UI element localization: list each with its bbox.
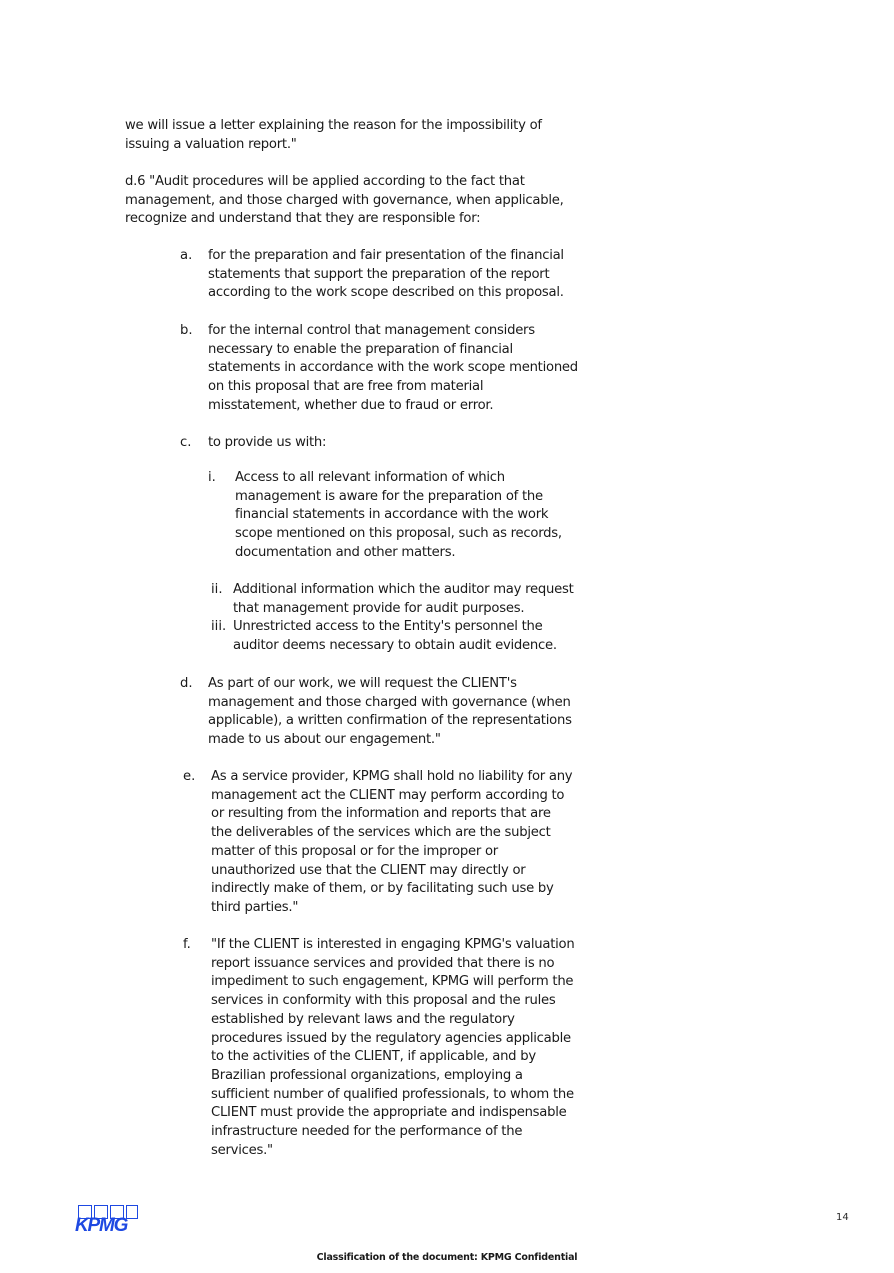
logo-box <box>127 1206 138 1219</box>
logo-text: KPMG <box>75 1215 128 1234</box>
text-line: report issuance services and provided that there is no <box>211 955 555 971</box>
text-line: management and those charged with governance (when <box>208 694 571 710</box>
text-line: infrastructure needed for the performance of the <box>211 1124 523 1140</box>
text-line: to provide us with: <box>208 435 327 450</box>
list-marker-c-iii: iii. <box>211 619 227 634</box>
list-marker-b: b. <box>180 323 193 338</box>
text-line: Brazilian professional organizations, employing a <box>211 1067 523 1083</box>
text-line: As a service provider, KPMG shall hold no liability for any <box>211 769 573 784</box>
text-line: applicable), a written confirmation of the representations <box>208 713 572 729</box>
text-line: established by relevant laws and the regulatory <box>211 1011 515 1027</box>
text-line: for the preparation and fair presentation of the financial <box>208 248 564 263</box>
text-line: CLIENT must provide the appropriate and indispensable <box>211 1105 567 1121</box>
text-line: according to the work scope described on this proposal. <box>208 285 564 301</box>
text-line: or resulting from the information and reports that are <box>211 806 551 822</box>
list-marker-a: a. <box>180 248 193 263</box>
list-marker-c: c. <box>180 435 192 450</box>
text-line: for the internal control that management considers <box>208 323 535 338</box>
list-item-e <box>211 768 572 918</box>
text-line: Unrestricted access to the Entity's personnel the <box>233 619 543 634</box>
text-line: matter of this proposal or for the improper or <box>211 843 498 859</box>
list-item-c <box>208 434 326 453</box>
text-line: statements that support the preparation of the report <box>208 266 550 282</box>
list-marker-c-ii: ii. <box>211 582 223 597</box>
text-line: issuing a valuation report." <box>125 136 297 152</box>
text-line: scope mentioned on this proposal, such as records, <box>235 526 562 542</box>
page-number: 14 <box>836 1212 849 1223</box>
text-line: necessary to enable the preparation of financial <box>208 341 513 357</box>
text-line: recognize and understand that they are responsible for: <box>125 211 481 227</box>
document-classification: Classification of the document: KPMG Confidential <box>316 1252 578 1263</box>
text-line: As part of our work, we will request the CLIENT's <box>208 676 517 691</box>
text-line: Access to all relevant information of which <box>235 470 505 485</box>
text-line: documentation and other matters. <box>235 544 456 560</box>
kpmg-logo <box>74 1204 140 1234</box>
text-line: indirectly make of them, or by facilitating such use by <box>211 881 554 897</box>
list-marker-c-i: i. <box>208 470 216 485</box>
text-line: third parties." <box>211 899 299 915</box>
list-marker-f: f. <box>183 937 191 952</box>
text-line: management, and those charged with governance, when applicable, <box>125 192 564 208</box>
text-line: services." <box>211 1142 273 1158</box>
list-item-a <box>208 247 564 303</box>
text-line: "If the CLIENT is interested in engaging KPMG's valuation <box>211 937 575 952</box>
text-line: procedures issued by the regulatory agencies applicable <box>211 1030 571 1046</box>
list-item-c-iii <box>233 618 557 655</box>
text-line: the deliverables of the services which are the subject <box>211 825 551 841</box>
list-marker-d: d. <box>180 676 193 691</box>
text-line: services in conformity with this proposal and the rules <box>211 993 556 1009</box>
text-line: on this proposal that are free from material <box>208 379 484 395</box>
text-line: we will issue a letter explaining the reason for the impossibility of <box>125 118 542 133</box>
text-line: sufficient number of qualified professionals, to whom the <box>211 1086 574 1102</box>
list-item-b <box>208 322 578 416</box>
text-line: unauthorized use that the CLIENT may directly or <box>211 862 526 878</box>
text-line: impediment to such engagement, KPMG will perform the <box>211 974 574 990</box>
intro-paragraph <box>125 117 542 154</box>
d6-paragraph <box>125 173 564 229</box>
text-line: d.6 "Audit procedures will be applied according to the fact that <box>125 174 525 189</box>
list-item-c-i <box>235 469 562 563</box>
list-item-f <box>211 936 575 1160</box>
text-line: statements in accordance with the work scope mentioned <box>208 360 578 376</box>
text-line: to the activities of the CLIENT, if applicable, and by <box>211 1049 536 1065</box>
text-line: management is aware for the preparation of the <box>235 488 543 504</box>
list-item-d <box>208 675 572 750</box>
text-line: that management provide for audit purposes. <box>233 600 525 616</box>
text-line: financial statements in accordance with the work <box>235 507 549 523</box>
text-line: made to us about our engagement." <box>208 732 441 748</box>
list-marker-e: e. <box>183 769 196 784</box>
text-line: misstatement, whether due to fraud or error. <box>208 397 494 413</box>
text-line: auditor deems necessary to obtain audit evidence. <box>233 637 557 653</box>
text-line: management act the CLIENT may perform according to <box>211 787 565 803</box>
text-line: Additional information which the auditor may request <box>233 582 574 597</box>
list-item-c-ii <box>233 581 574 618</box>
